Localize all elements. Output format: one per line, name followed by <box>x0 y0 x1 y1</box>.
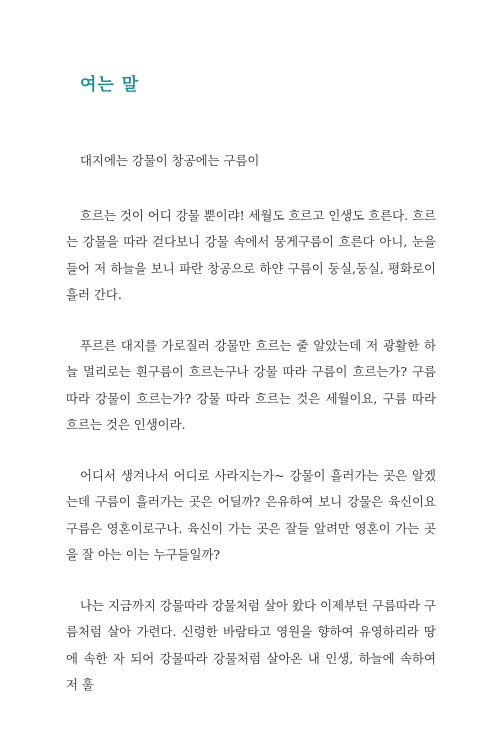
paragraph-subtitle: 대지에는 강물이 창공에는 구름이 <box>80 153 260 168</box>
paragraph: 어디서 생겨나서 어디로 사라지는가~ 강물이 흘러가는 곳은 알겠는데 구름이 흘러가는 곳은 어딜까? 은유하여 보니 강물은 육신이요 구름은 영혼이로구나. 육신이 가는 곳은 잘들 알려만 영혼이 가는 곳을 잘 아는 이는 누구들일까? <box>66 467 436 562</box>
paragraph: 푸르른 대지를 가로질러 강물만 흐르는 줄 알았는데 저 광활한 하늘 멀리로는 흰구름이 흐르는구나 강물 따라 구름이 흐르는가? 구름 따라 강물이 흐르는가? 강물 따라 흐르는 것은 세월이요, 구름 따라 흐르는 것은 인생이라. <box>66 337 436 432</box>
paragraph: 흐르는 것이 어디 강물 뿐이랴! 세월도 흐르고 인생도 흐른다. 흐르는 강물을 따라 걷다보니 강물 속에서 뭉게구름이 흐른다 아니, 눈을 들어 저 하늘을 보니 파란 창공으로 하얀 구름이 둥실,둥실, 평화로이 흘러 간다. <box>66 207 436 302</box>
body-text <box>66 148 436 723</box>
page-title: 여는 말 <box>80 75 140 95</box>
paragraph: 나는 지금까지 강물따라 강물처럼 살아 왔다 이제부턴 구름따라 구름처럼 살아 가련다. 신령한 바람타고 영원을 향하여 유영하리라 땅에 속한 자 되어 강물따라 강물처럼 살아온 내 인생, 하늘에 속하여 저 훌 <box>66 597 436 692</box>
